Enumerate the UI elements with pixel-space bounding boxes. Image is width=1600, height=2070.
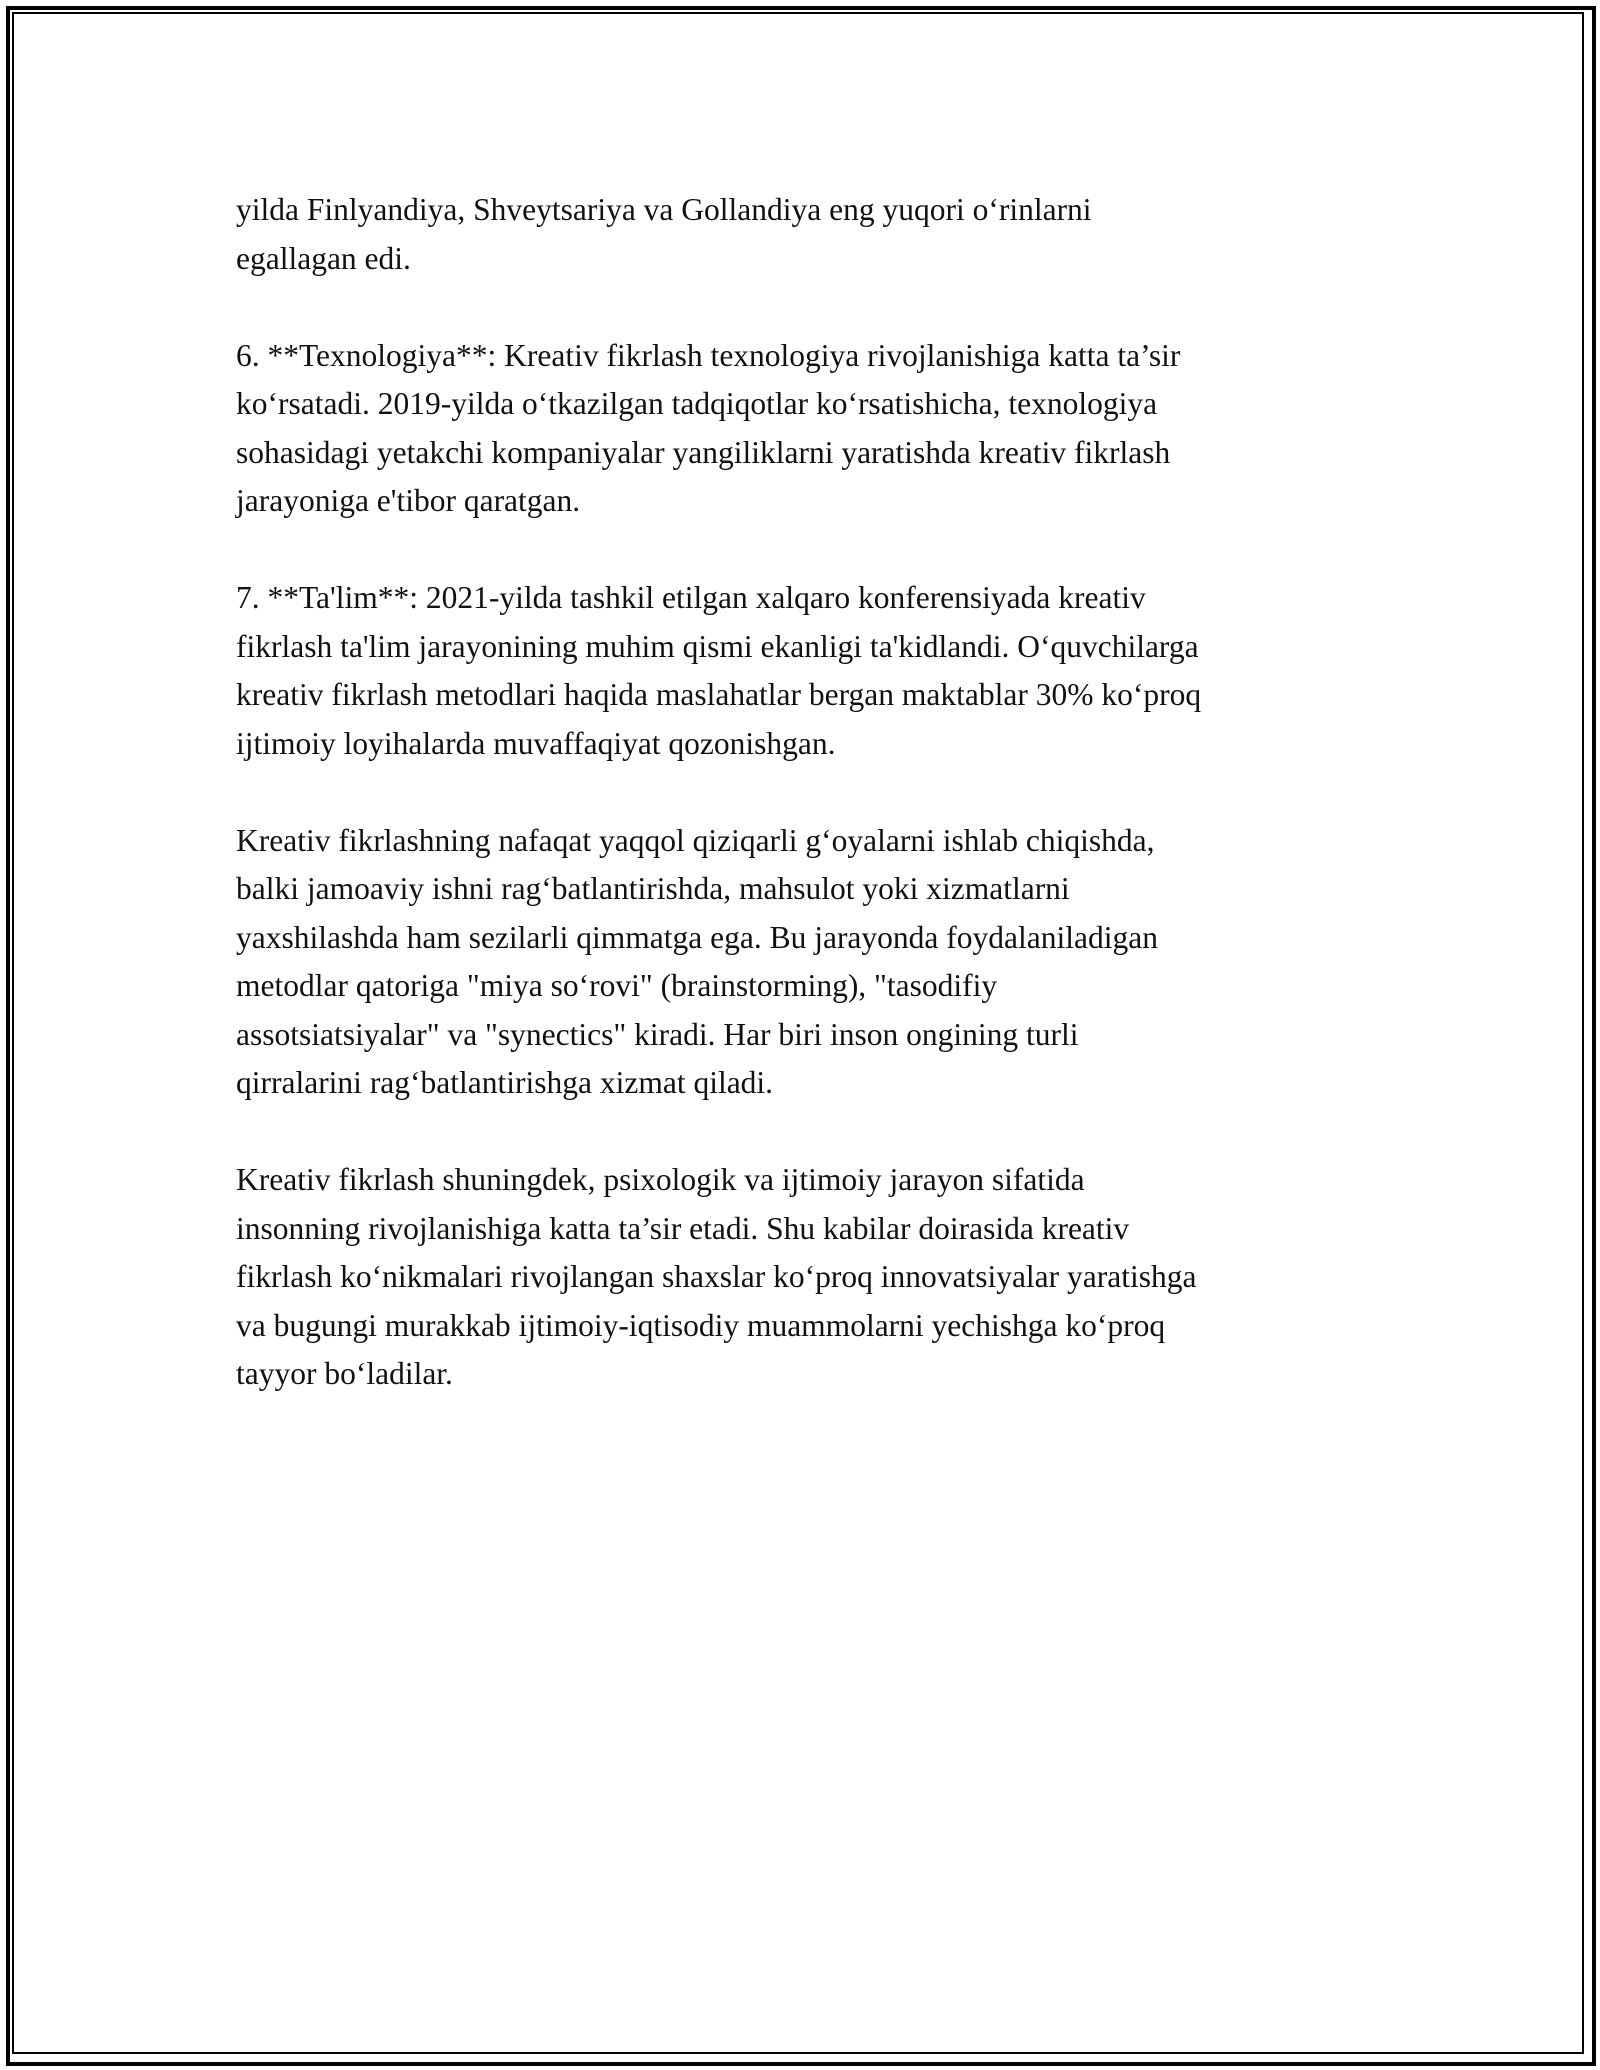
paragraph-item-7-education: 7. **Ta'lim**: 2021-yilda tashkil etilgan xalqaro konferensiyada kreativ fikrlash ta'lim jarayonining muhim qismi ekanligi ta'kidlandi. O‘quvchilarga kreativ fikrlash metodlari haqida maslahatlar bergan maktablar 30% ko‘proq ijtimoiy loyihalarda muvaffaqiyat qozonishgan.	[236, 580, 1202, 761]
paragraph-continuation-ranking: yilda Finlyandiya, Shveytsariya va Gollandiya eng yuqori o‘rinlarni egallagan edi.	[236, 192, 1092, 276]
document-body	[236, 186, 1376, 1447]
paragraph-item-6-technology: 6. **Texnologiya**: Kreativ fikrlash texnologiya rivojlanishiga katta ta’sir ko‘rsatadi. 2019-yilda o‘tkazilgan tadqiqotlar ko‘rsatishicha, texnologiya sohasidagi yetakchi kompaniyalar yangiliklarni yaratishda kreativ fikrlash jarayoniga e'tibor qaratgan.	[236, 337, 1181, 518]
paragraph-creative-methods: Kreativ fikrlashning nafaqat yaqqol qiziqarli g‘oyalarni ishlab chiqishda, balki jamoaviy ishni rag‘batlantirishda, mahsulot yoki xizmatlarni yaxshilashda ham sezilarli qimmatga ega. Bu jarayonda foydalaniladigan metodlar qatoriga "miya so‘rovi" (brainstorming), "tasodifiy assotsiatsiyalar" va "synectics" kiradi. Har biri inson ongining turli qirralarini rag‘batlantirishga xizmat qiladi.	[236, 822, 1158, 1100]
paragraph-human-development: Kreativ fikrlash shuningdek, psixologik va ijtimoiy jarayon sifatida insonning rivojlanishiga katta ta’sir etadi. Shu kabilar doirasida kreativ fikrlash ko‘nikmalari rivojlangan shaxslar ko‘proq innovatsiyalar yaratishga va bugungi murakkab ijtimoiy-iqtisodiy muammolarni yechishga ko‘proq tayyor bo‘ladilar.	[236, 1162, 1197, 1391]
